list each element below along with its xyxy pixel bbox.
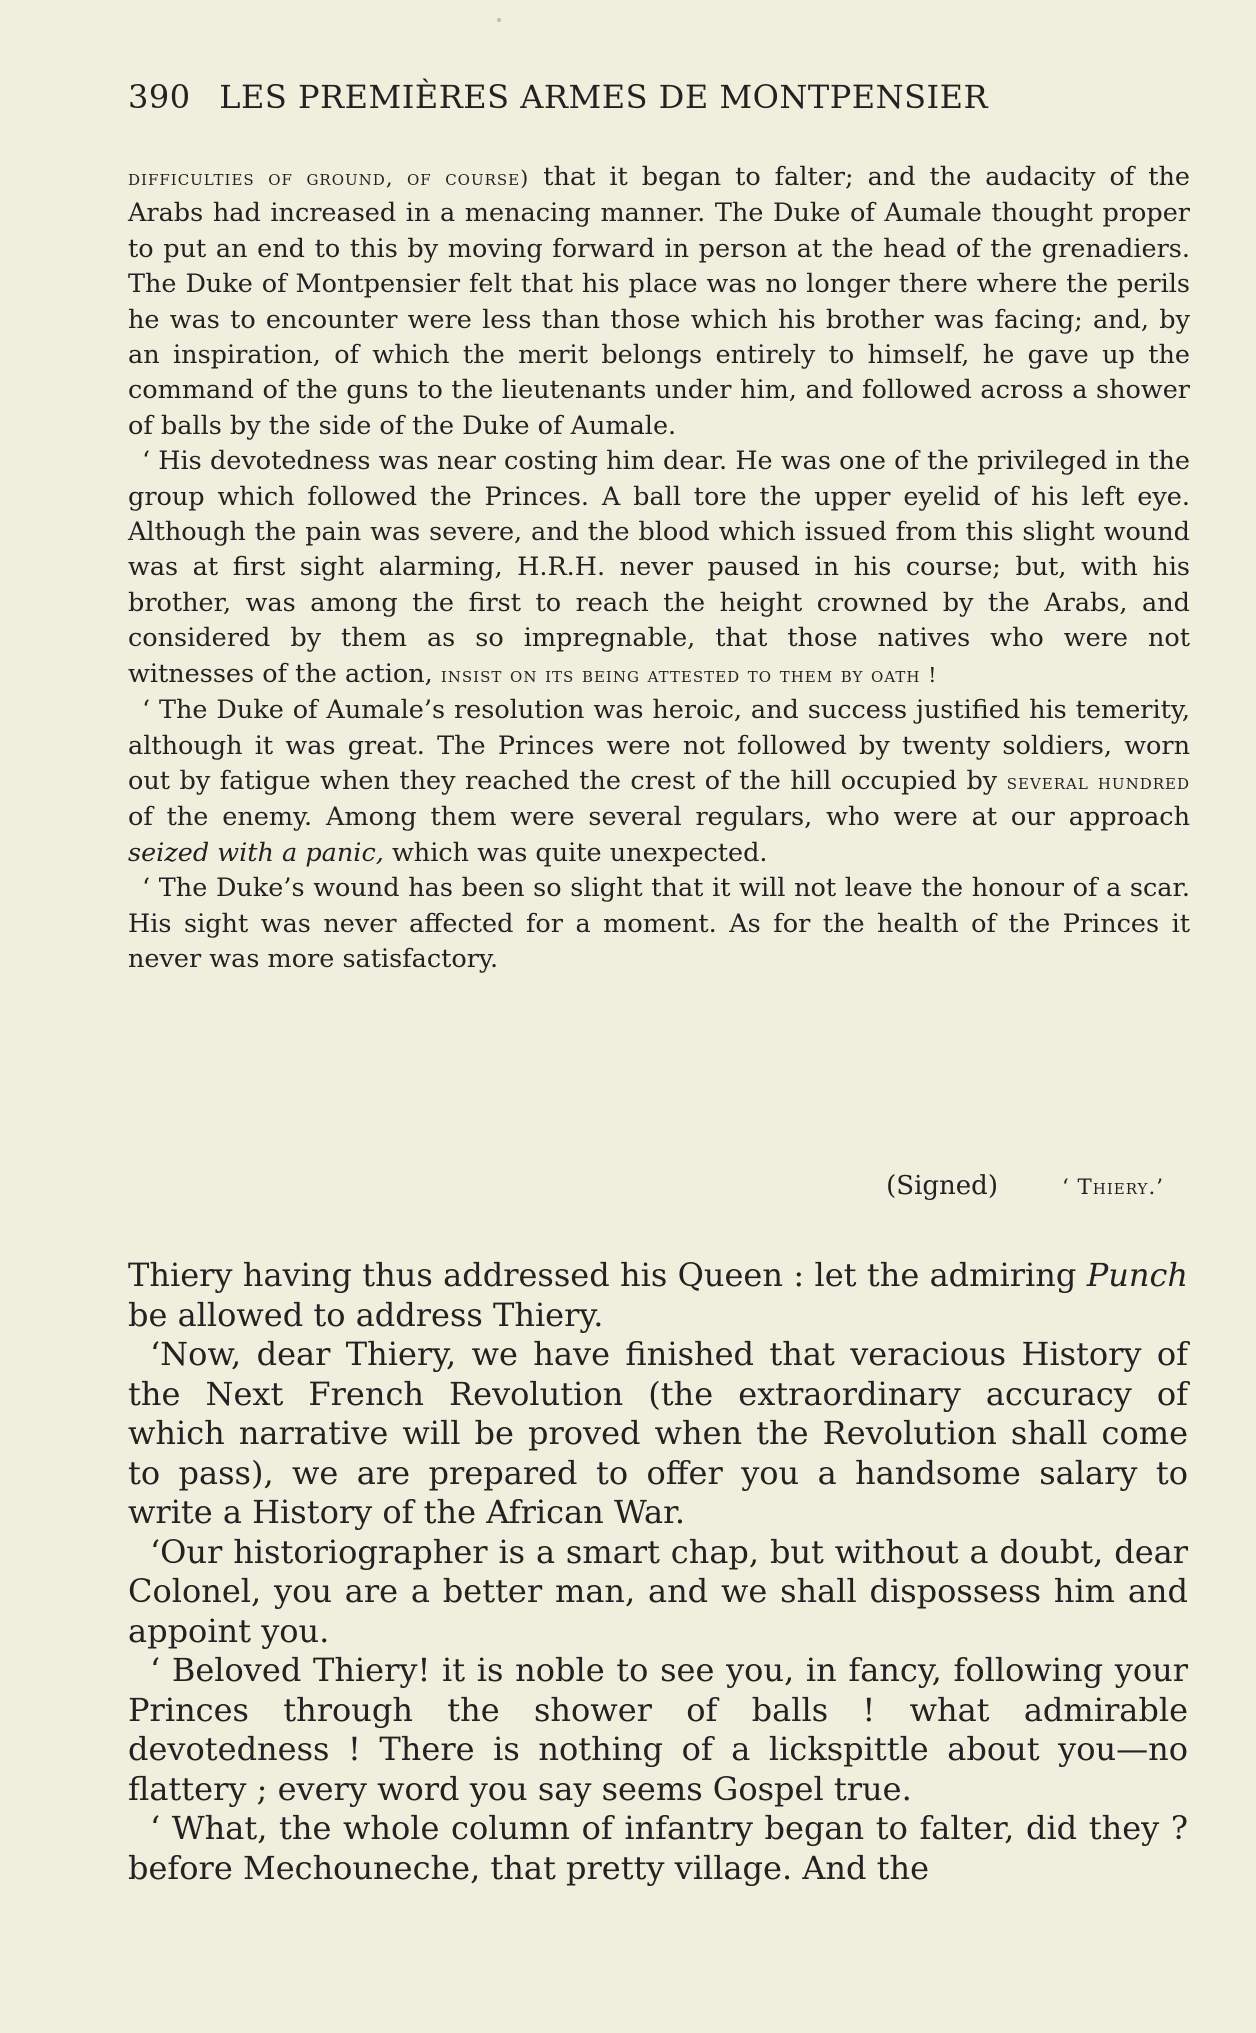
page-speck <box>497 18 501 22</box>
small-caps-phrase: difficulties of ground, of course) <box>128 166 530 190</box>
signature-line <box>886 1171 1164 1201</box>
running-header <box>128 78 988 116</box>
small-caps-phrase: insist on its being attested to them by oath ! <box>440 662 938 687</box>
letter-paragraph-4: ‘ The Duke’s wound has been so slight that it will not leave the honour of a scar. His sight was never affected for a moment. As for the health of the Princes it never was more satisfactory. <box>128 873 1190 974</box>
italic-punch: Punch <box>1086 1256 1188 1294</box>
letter-paragraph-1: difficulties of ground, of course) that it began to falter; and the audacity of the Arabs had increased in a menacing manner. The Duke of Aumale thought proper to put an end to this by moving forward in person at the head of the grenadiers. The Duke of Montpensier felt that his place was no longer there where the perils he was to encounter were less than those which his brother was facing; and, by an inspiration, of which the merit belongs entirely to himself, he gave up the command of the guns to the lieutenants under him, and followed across a shower of balls by the side of the Duke of Aumale. <box>128 162 1190 441</box>
commentary-paragraph-5: ‘ What, the whole column of infantry began to falter, did they ? before Mechouneche, that pretty village. And the <box>128 1809 1188 1887</box>
commentary-paragraph-4: ‘ Beloved Thiery! it is noble to see you, in fancy, following your Princes through the shower of balls ! what admirable devotedness ! There is nothing of a lickspittle about you—no flattery ; every word you say seems Gospel true. <box>128 1651 1188 1808</box>
commentary-paragraph-1: Thiery having thus addressed his Queen : let the admiring Punch be allowed to address Thiery. <box>128 1256 1188 1334</box>
italic-phrase: seized with a panic, <box>128 837 384 868</box>
small-caps-phrase: several hundred <box>1006 769 1190 794</box>
signed-label: (Signed) <box>886 1171 998 1201</box>
page-number: 390 <box>128 78 191 116</box>
commentary-paragraph-2: ‘Now, dear Thiery, we have finished that veracious History of the Next French Revolution (the extraordinary accuracy of which narrative will be proved when the Revolution shall come to pass), we are prepared to offer you a handsome salary to write a History of the African War. <box>128 1335 1188 1531</box>
letter-paragraph-3: ‘ The Duke of Aumale’s resolution was heroic, and success justified his temerity, although it was great. The Princes were not followed by twenty soldiers, worn out by fatigue when they reached the crest of the hill occupied by several hundred of the enemy. Among them were several regulars, who were at our approach seized with a panic, which was quite unexpected. <box>128 695 1190 868</box>
commentary <box>128 1256 1188 1888</box>
running-title: LES PREMIÈRES ARMES DE MONTPENSIER <box>219 78 989 116</box>
commentary-paragraph-3: ‘Our historiographer is a smart chap, but without a doubt, dear Colonel, you are a better man, and we shall dispossess him and appoint you. <box>128 1532 1188 1650</box>
signature: ‘ Thiery.’ <box>1061 1175 1164 1200</box>
quoted-letter <box>128 160 1190 977</box>
letter-paragraph-2: ‘ His devotedness was near costing him dear. He was one of the privileged in the group which followed the Princes. A ball tore the upper eyelid of his left eye. Although the pain was severe, and the blood which issued from this slight wound was at first sight alarming, H.R.H. never paused in his course; but, with his brother, was among the first to reach the height crowned by the Arabs, and considered by them as so impregnable, that those natives who were not witnesses of the action, insist on its being attested to them by oath ! <box>128 446 1190 689</box>
